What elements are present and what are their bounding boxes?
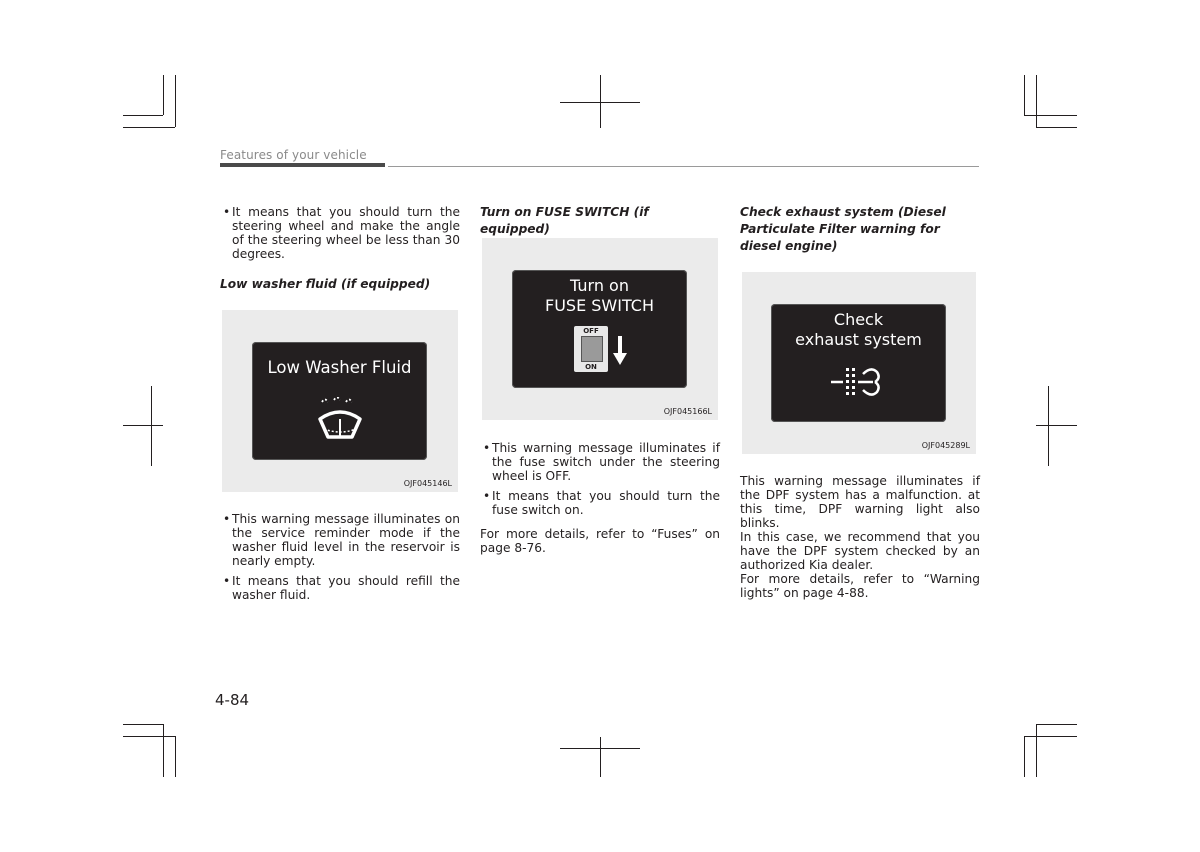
column-1-heading-wrap (220, 276, 460, 293)
washer-fluid-icon (312, 397, 368, 445)
section-heading: Low washer fluid (if equipped) (220, 277, 431, 291)
paragraph: In this case, we recommend that you have the DPF system checked by an authorized Kia dealer. (740, 530, 980, 572)
figure-code: OJF045146L (403, 479, 452, 488)
bullet-item: • This warning message illuminates on the service reminder mode if the washer fluid level in the reservoir is nearly empty. (220, 512, 460, 568)
figure-code: OJF045166L (663, 407, 712, 416)
display-message-line-2: exhaust system (795, 330, 922, 349)
header-bar (220, 163, 385, 167)
column-3-text (740, 474, 980, 600)
warning-figure (482, 238, 718, 420)
column-3-heading-wrap (740, 204, 980, 255)
header-rule (388, 166, 979, 167)
paragraph: This warning message illuminates if the DPF system has a malfunction. at this time, DPF warning light also blinks. (740, 474, 980, 530)
page-number: 4-84 (215, 691, 250, 709)
column-1-bullets (220, 512, 460, 608)
cluster-display (252, 342, 427, 460)
fuse-switch-icon (574, 326, 608, 372)
display-message-line-2: FUSE SWITCH (545, 296, 654, 315)
column-1 (220, 205, 460, 267)
display-message-line-1: Check (833, 310, 884, 329)
section-title: Features of your vehicle (220, 148, 367, 162)
section-heading: Turn on FUSE SWITCH (if equipped) (480, 205, 649, 236)
cluster-display (771, 304, 946, 422)
bullet-item: • It means that you should turn the fuse switch on. (480, 489, 720, 517)
switch-lever (581, 336, 603, 362)
bullet-item: • It means that you should turn the steering wheel and make the angle of the steering wheel be less than 30 degrees. (220, 205, 460, 261)
bullet-item: • This warning message illuminates if the fuse switch under the steering wheel is OFF. (480, 441, 720, 483)
figure-code: OJF045289L (921, 441, 970, 450)
reference-note: For more details, refer to “Fuses” on page 8-76. (480, 527, 720, 555)
display-message-line-1: Turn on (570, 276, 629, 295)
switch-on-label: ON (585, 363, 597, 371)
column-2-heading-wrap (480, 204, 720, 238)
column-2-bullets (480, 441, 720, 555)
warning-figure (222, 310, 458, 492)
warning-figure (742, 272, 976, 454)
arrow-down-icon (613, 336, 627, 366)
cluster-display (512, 270, 687, 388)
dpf-warning-icon (829, 362, 889, 402)
switch-off-label: OFF (583, 327, 599, 335)
bullet-item: • It means that you should refill the washer fluid. (220, 574, 460, 602)
display-message: Low Washer Fluid (267, 358, 412, 377)
reference-note: For more details, refer to “Warning lights” on page 4-88. (740, 572, 980, 600)
section-heading: Check exhaust system (Diesel Particulate Filter warning for diesel engine) (740, 205, 946, 253)
